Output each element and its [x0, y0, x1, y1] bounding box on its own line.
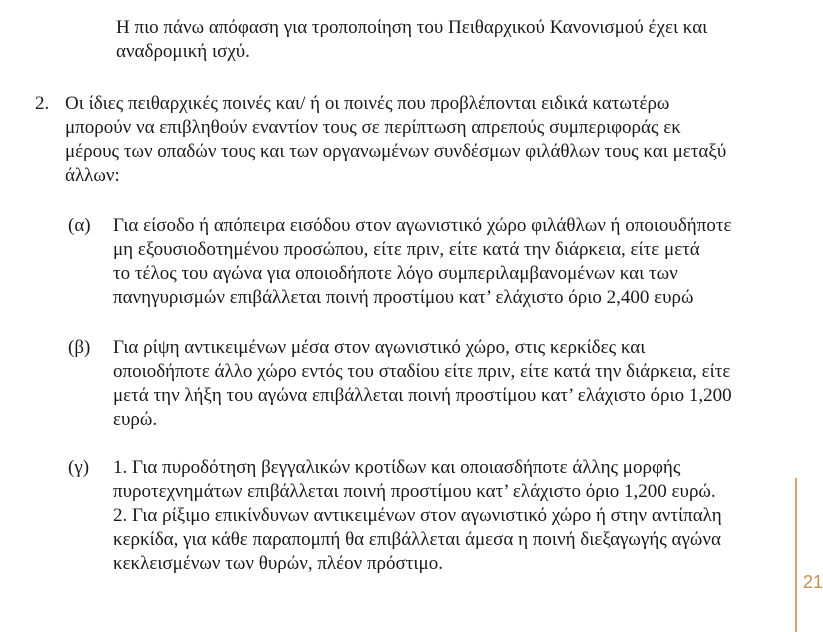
- sub-c-line-4: κερκίδα, για κάθε παραπομπή θα επιβάλλεται άμεσα η ποινή διεξαγωγής αγώνα: [113, 529, 721, 550]
- item-2-line-4: άλλων:: [65, 165, 120, 186]
- page-number: 21: [803, 572, 823, 592]
- sub-c-line-1: 1. Για πυροδότηση βεγγαλικών κροτίδων και οποιασδήποτε άλλης μορφής: [113, 457, 681, 478]
- page-margin-rule: [795, 478, 797, 632]
- sub-b-line-2: οποιοδήποτε άλλο χώρο εντός του σταδίου είτε πριν, είτε κατά την διάρκεια, είτε: [113, 361, 731, 382]
- sub-c-line-2: πυροτεχνημάτων επιβάλλεται ποινή προστίμου κατ’ ελάχιστο όριο 1,200 ευρώ.: [113, 481, 716, 502]
- sub-c-line-3: 2. Για ρίξιμο επικίνδυνων αντικειμένων στον αγωνιστικό χώρο ή στην αντίπαλη: [113, 505, 722, 526]
- sub-b-marker: (β): [68, 337, 91, 358]
- item-2-line-2: μπορούν να επιβληθούν εναντίον τους σε περίπτωση απρεπούς συμπεριφοράς εκ: [65, 117, 681, 138]
- intro-line-2: αναδρομική ισχύ.: [116, 41, 250, 62]
- intro-line-1: Η πιο πάνω απόφαση για τροποποίηση του Πειθαρχικού Κανονισμού έχει και: [116, 17, 708, 38]
- sub-a-marker: (α): [68, 215, 91, 236]
- item-2-line-1: Οι ίδιες πειθαρχικές ποινές και/ ή οι ποινές που προβλέπονται ειδικά κατωτέρω: [65, 93, 670, 114]
- sub-a-line-3: το τέλος του αγώνα για οποιοδήποτε λόγο συμπεριλαμβανομένων και των: [113, 263, 678, 284]
- sub-a-line-1: Για είσοδο ή απόπειρα εισόδου στον αγωνιστικό χώρο φιλάθλων ή οποιουδήποτε: [113, 215, 732, 236]
- item-2-line-3: μέρους των οπαδών τους και των οργανωμένων συνδέσμων φιλάθλων τους και μεταξύ: [65, 141, 727, 162]
- sub-a-line-2: μη εξουσιοδοτημένου προσώπου, είτε πριν, είτε κατά την διάρκεια, είτε μετά: [113, 239, 700, 260]
- sub-c-line-5: κεκλεισμένων των θυρών, πλέον πρόστιμο.: [113, 553, 443, 574]
- sub-b-line-4: ευρώ.: [113, 409, 158, 430]
- sub-a-line-4: πανηγυρισμών επιβάλλεται ποινή προστίμου κατ’ ελάχιστο όριο 2,400 ευρώ: [113, 287, 694, 308]
- sub-b-line-3: μετά την λήξη του αγώνα επιβάλλεται ποινή προστίμου κατ’ ελάχιστο όριο 1,200: [113, 385, 732, 406]
- item-2-number: 2.: [35, 93, 50, 114]
- sub-c-marker: (γ): [68, 457, 90, 478]
- sub-b-line-1: Για ρίψη αντικειμένων μέσα στον αγωνιστικό χώρο, στις κερκίδες και: [113, 337, 646, 358]
